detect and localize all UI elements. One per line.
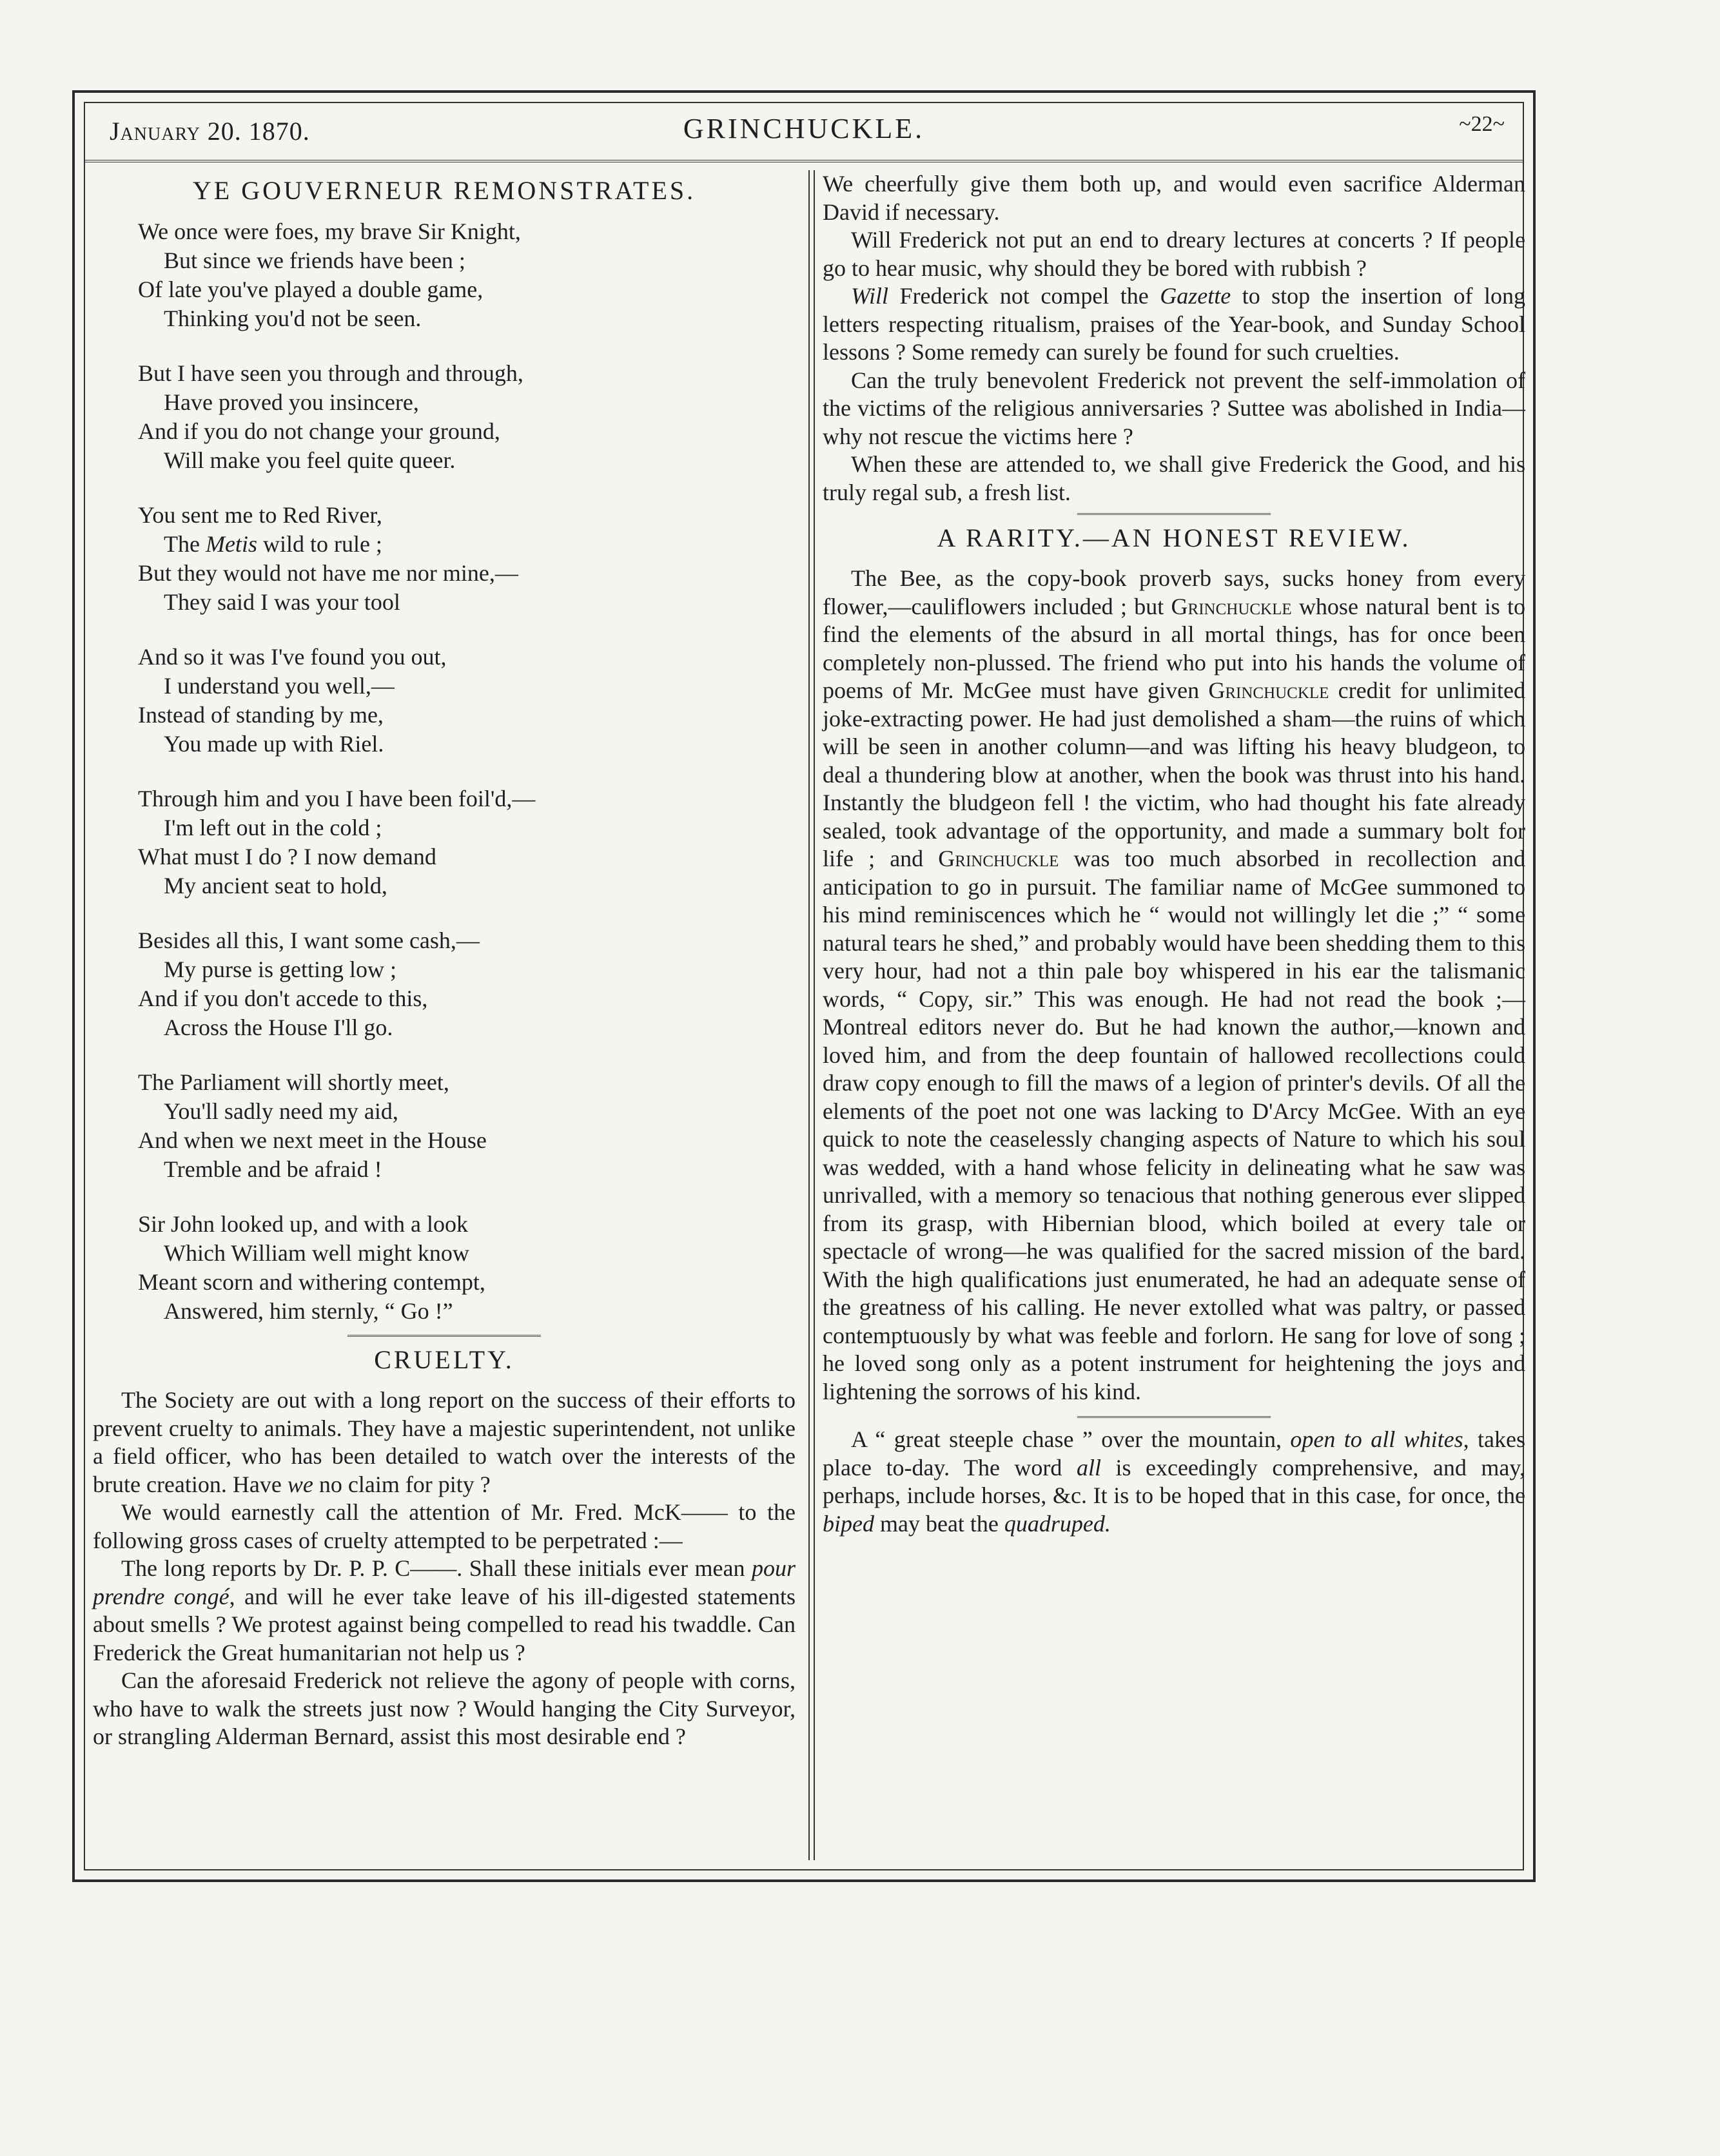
section-divider [1077,513,1271,515]
italic-word: all [1076,1454,1101,1481]
verse-line: But they would not have me nor mine,— [138,560,518,586]
verse-line: Of late you've played a double game, [138,277,484,302]
verse-line: Will make you feel quite queer. [164,447,456,473]
stanza-8 [138,1210,796,1326]
issue-date: January 20. 1870. [110,117,310,146]
verse-line: You sent me to Red River, [138,502,382,528]
grinchuckle-name: Grinchuckle [1171,593,1292,619]
text-run: was too much absorbed in recollection and anticipation to go in pursuit. The familiar name of McGee summoned to his mind reminiscences which he “ would not willingly let die ;” “ some natural tears he shed,” and probably would have been shedding them to this very hour, had not a thin pale boy whispered in his ear the talismanic words, “ Copy, sir.” This was enough. He had not read the book ;—Montreal editors never do. But he had known the author,—known and loved him, and from the deep fountain of hallowed recollections could draw copy enough to fill the maws of a legion of printer's devils. Of all the elements of the poet not one was lacking to D'Arcy McGee. With an eye quick to note the ceaselessly changing aspects of Nature to which his soul was wedded, with a hand whose felicity in delineating what he saw was unrivalled, with a memory so tenacious that nothing generous ever slipped from its grasp, with Hibernian blood, which boiled at every tale or spectacle of wrong—he was qualified for the sacred mission of the bard. With the high qualifications just enumerated, he had an adequate sense of the greatness of his calling. He never extolled what was paltry, or passed contemptuously by what was feeble and forlorn. He sang for love of song ; he loved song only as a potent instrument for heightening the joys and lightening the sorrows of his kind. [823,846,1525,1404]
verse-line: Through him and you I have been foil'd,— [138,786,536,811]
italic-word: we [287,1471,313,1497]
verse-line: Thinking you'd not be seen. [164,306,422,331]
review-paragraph [823,565,1525,1406]
verse-line: You made up with Riel. [164,731,384,757]
italic-word: biped [823,1510,874,1537]
verse-line: But since we friends have been ; [164,248,465,273]
stanza-3 [138,501,796,617]
steeple-chase-paragraph [823,1426,1525,1538]
verse-line: They said I was your tool [164,589,400,615]
verse-line: What must I do ? I now demand [138,844,436,869]
text-run: is exceedingly comprehensive, and may, perhaps, include horses, &c. It is to be hoped that in this case, for once, the [823,1454,1525,1508]
column-divider [808,170,815,1860]
publication-title: GRINCHUCKLE. [683,113,925,144]
continued-paragraph-2: Will Frederick not put an end to dreary lectures at concerts ? If people go to hear music, why should they be bored with rubbish ? [823,227,1525,281]
masthead [84,102,1524,162]
text-run: whose natural bent is to find the elements of the absurd in all mortal things, has for once been completely non-plussed. The friend who put into his hands the volume of poems of Mr. McGee must have given [823,593,1526,703]
verse-line: Have proved you insincere, [164,389,419,415]
right-column [823,170,1525,1860]
italic-phrase: open to all whites [1290,1426,1463,1452]
verse-line: The Metis wild to rule ; [164,531,382,557]
italic-word: Metis [205,531,257,557]
review-title: A RARITY.—AN HONEST REVIEW. [937,523,1411,552]
stanza-4 [138,643,796,759]
poem-title: YE GOUVERNEUR REMONSTRATES. [192,176,696,205]
verse-line: Sir John looked up, and with a look [138,1211,468,1237]
continued-paragraph-3 [823,282,1525,367]
verse-line: And so it was I've found you out, [138,644,447,670]
verse-line: But I have seen you through and through, [138,360,523,386]
verse-line: Answered, him sternly, “ Go !” [164,1298,453,1324]
italic-phrase: pour prendre congé [93,1555,796,1609]
stanza-1 [138,217,796,333]
text-run: , and will he ever take leave of his ill-digested statements about smells ? We protest against being compelled to read his twaddle. Can Frederick the Great humanitarian not help us ? [93,1583,796,1666]
verse-line: My purse is getting low ; [164,957,396,982]
text-run: to stop the insertion of long letters respecting ritualism, praises of the Year-book, and Sunday School lessons ? Some remedy can surely be found for such cruelties. [823,283,1525,365]
page-number: ~22~ [1459,112,1505,136]
verse-line: Meant scorn and withering contempt, [138,1269,485,1295]
verse-line: The Parliament will shortly meet, [138,1069,449,1095]
text-run: A “ great steeple chase ” over the mountain, [851,1426,1291,1452]
verse-line: My ancient seat to hold, [164,873,387,898]
grinchuckle-name: Grinchuckle [938,846,1059,871]
stanza-5 [138,784,796,900]
verse-line: And if you don't accede to this, [138,986,428,1011]
grinchuckle-name: Grinchuckle [1208,677,1329,703]
italic-word: quadruped. [1004,1510,1111,1537]
text-run: The Bee, as the copy-book proverb says, sucks honey from every flower,—cauliflowers included ; but [823,565,1525,619]
verse-line: Tremble and be afraid ! [164,1156,382,1182]
verse-line: You'll sadly need my aid, [164,1098,398,1124]
verse-line: Instead of standing by me, [138,702,384,728]
cruelty-paragraph-4: Can the aforesaid Frederick not relieve the agony of people with corns, who have to walk the streets just now ? Would hanging the City Surveyor, or strangling Alderman Bernard, assist this most desirable end ? [93,1667,796,1749]
cruelty-paragraph-2: We would earnestly call the attention of Mr. Fred. McK—— to the following gross cases of cruelty attempted to be perpetrated :— [93,1499,796,1553]
verse-line: I understand you well,— [164,673,395,699]
cruelty-paragraph-3 [93,1555,796,1667]
continued-paragraph-1: We cheerfully give them both up, and would even sacrifice Alderman David if necessary. [823,171,1525,225]
text-run: credit for unlimited joke-extracting power. He had just demolished a sham—the ruins of which will be seen in another column—and was lifting his heavy bludgeon, to deal a thundering blow at another, when the book was thrust into his hand. Instantly the bludgeon fell ! the victim, who had thought his fate already sealed, took advantage of the opportunity, and made a summary bolt for life ; and [823,677,1525,871]
text-run: , takes place to-day. The word [823,1426,1525,1481]
text-run: may beat the [874,1510,1004,1537]
cruelty-paragraph-1: The Society are out with a long report on the success of their efforts to prevent cruelty to animals. They have a majestic superintendent, not unlike a field officer, who has been detailed to watch over the interests of the brute creation. Have we no claim for pity ? [93,1387,796,1497]
continued-paragraph-5: When these are attended to, we shall give Frederick the Good, and his truly regal sub, a fresh list. [823,451,1525,505]
cruelty-title: CRUELTY. [374,1345,514,1374]
verse-line: Across the House I'll go. [164,1015,393,1040]
verse-line: Which William well might know [164,1240,469,1266]
verse-line: And if you do not change your ground, [138,418,500,444]
stanza-7 [138,1068,796,1184]
italic-word: Will [851,283,889,309]
verse-line: I'm left out in the cold ; [164,815,382,840]
italic-word: Gazette [1160,283,1231,309]
stanza-2 [138,359,796,475]
page-frame [72,90,1536,1882]
text-run: The long reports by Dr. P. P. C——. Shall these initials ever mean [121,1555,752,1581]
text-run: Frederick not compel the [888,283,1160,309]
verse-line: Besides all this, I want some cash,— [138,927,480,953]
verse-line: And when we next meet in the House [138,1127,487,1153]
verse-line: We once were foes, my brave Sir Knight, [138,219,521,244]
left-column [93,170,796,1860]
section-divider [347,1335,541,1337]
stanza-6 [138,926,796,1042]
section-divider [1077,1416,1271,1418]
continued-paragraph-4: Can the truly benevolent Frederick not prevent the self-immolation of the victims of the religious anniversaries ? Suttee was abolished in India—why not rescue the victims here ? [823,367,1525,449]
